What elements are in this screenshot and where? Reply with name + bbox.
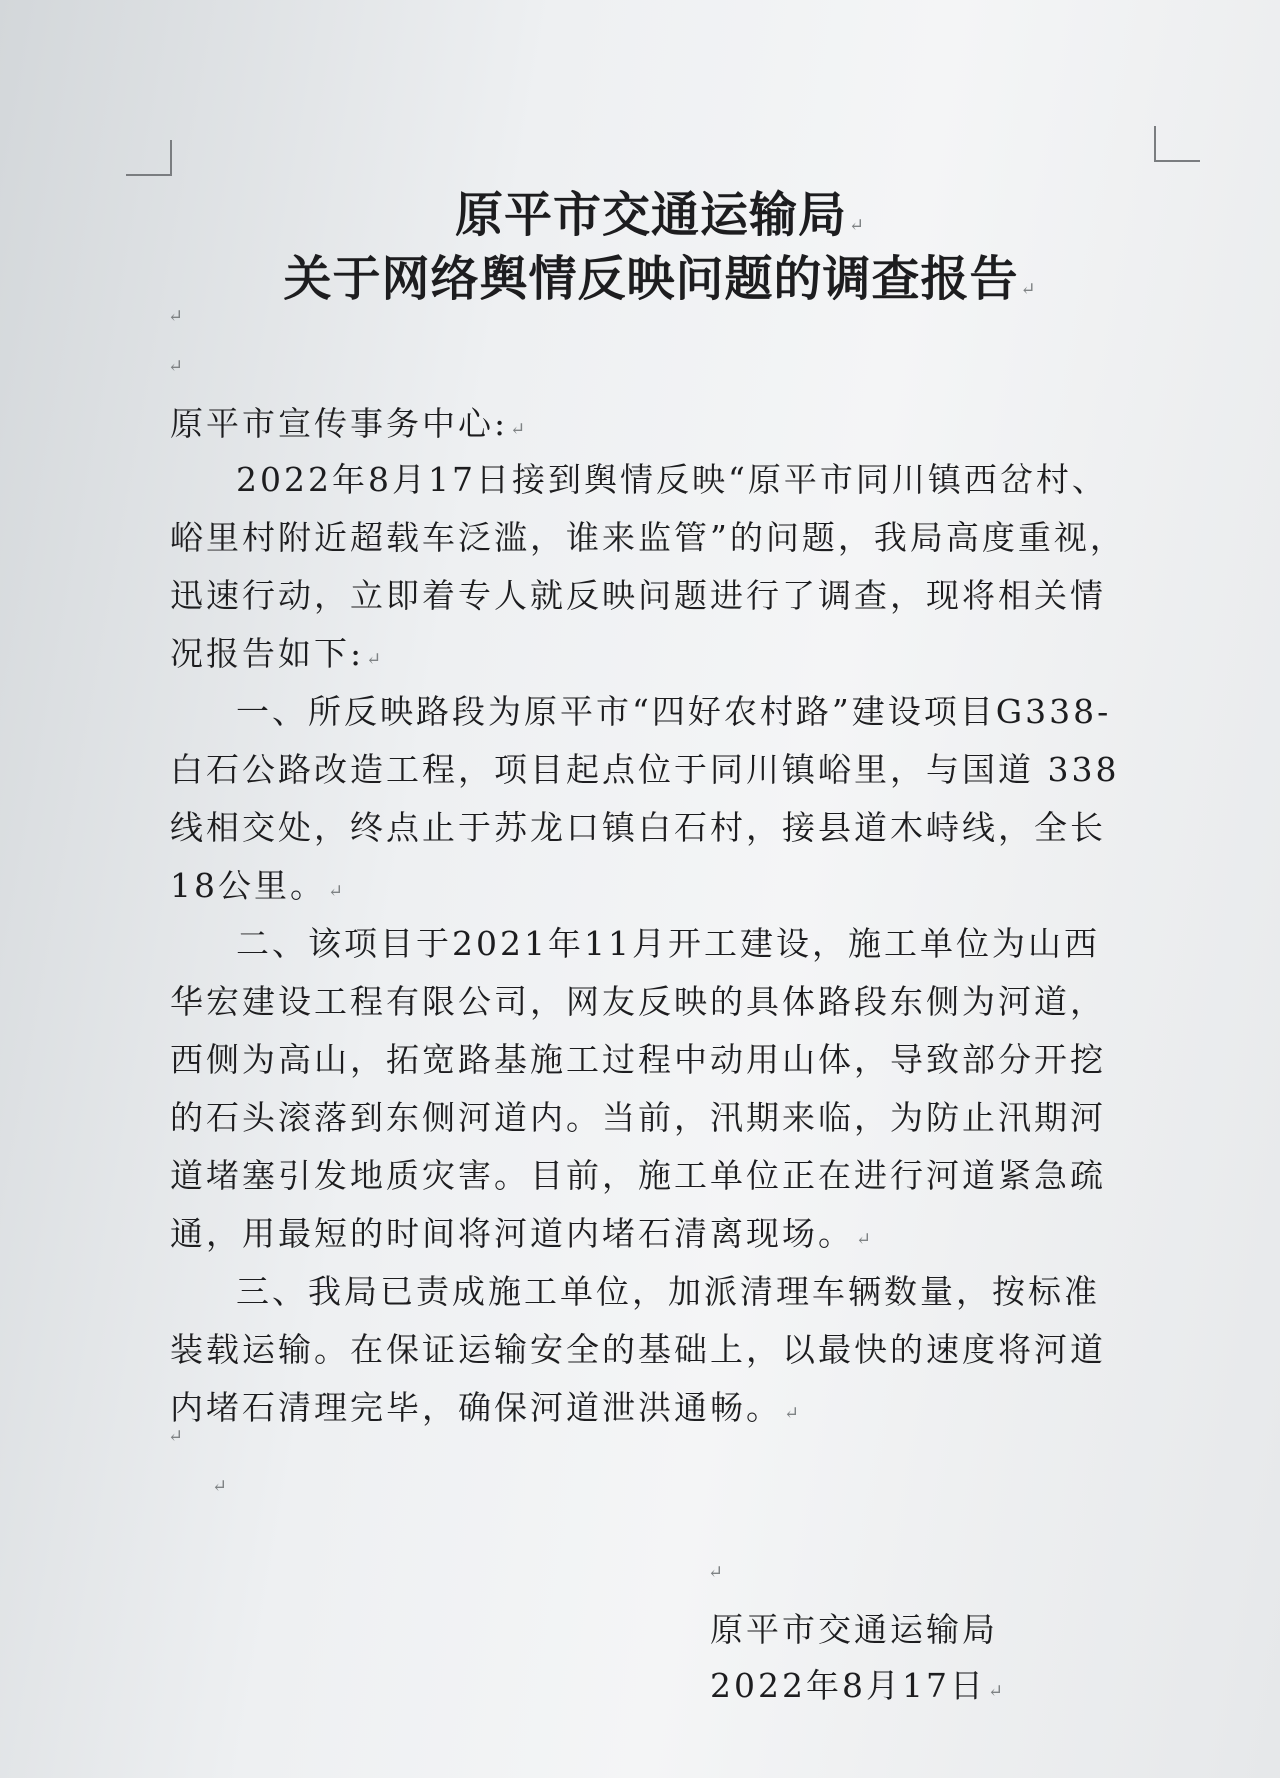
body-line: 的石头滚落到东侧河道内。当前，汛期来临，为防止汛期河	[170, 1098, 1106, 1137]
paragraph-mark-icon: ↵	[987, 1681, 1007, 1702]
paragraph-mark-icon: ↵	[848, 215, 866, 236]
body-line: 装载运输。在保证运输安全的基础上，以最快的速度将河道	[170, 1330, 1106, 1369]
body-line: 内堵石清理完毕，确保河道泄洪通畅。 ↵	[170, 1388, 803, 1427]
crop-mark-top-right	[1154, 126, 1200, 162]
addressee: 原平市宣传事务中心: ↵	[170, 404, 529, 443]
paragraph-mark-icon: ↵	[366, 649, 385, 670]
signature-organization: 原平市交通运输局	[710, 1610, 998, 1649]
paragraph-mark-icon: ↵	[168, 356, 184, 377]
body-line: 一、所反映路段为原平市“四好农村路”建设项目G338-	[236, 692, 1112, 731]
paragraph-mark-icon: ↵	[212, 1476, 228, 1497]
body-line: 迅速行动，立即着专人就反映问题进行了调查，现将相关情	[170, 576, 1106, 615]
body-line: 道堵塞引发地质灾害。目前，施工单位正在进行河道紧急疏	[170, 1156, 1106, 1195]
paragraph-mark-icon: ↵	[328, 881, 347, 902]
document-title-line2: 关于网络舆情反映问题的调查报告 ↵	[283, 251, 1037, 307]
body-line: 华宏建设工程有限公司，网友反映的具体路段东侧为河道，	[170, 982, 1106, 1021]
body-line: 线相交处，终点止于苏龙口镇白石村，接县道木峙线，全长	[170, 808, 1106, 847]
body-line: 况报告如下: ↵	[170, 634, 385, 673]
paragraph-mark-icon: ↵	[510, 419, 529, 440]
paragraph-mark-icon: ↵	[708, 1562, 724, 1583]
signature-date: 2022年8月17日 ↵	[710, 1666, 1007, 1705]
body-line: 二、该项目于2021年11月开工建设，施工单位为山西	[236, 924, 1100, 963]
body-line: 2022年8月17日接到舆情反映“原平市同川镇西岔村、	[236, 460, 1108, 499]
body-line: 峪里村附近超载车泛滥，谁来监管”的问题，我局高度重视，	[170, 518, 1126, 557]
paragraph-mark-icon: ↵	[784, 1403, 803, 1424]
paragraph-mark-icon: ↵	[168, 1426, 184, 1447]
body-line: 西侧为高山，拓宽路基施工过程中动用山体，导致部分开挖	[170, 1040, 1106, 1079]
document-title-line1: 原平市交通运输局 ↵	[454, 187, 866, 243]
paragraph-mark-icon: ↵	[856, 1229, 875, 1250]
body-line: 三、我局已责成施工单位，加派清理车辆数量，按标准	[236, 1272, 1100, 1311]
paragraph-mark-icon: ↵	[168, 306, 184, 327]
crop-mark-top-left	[126, 140, 172, 176]
paragraph-mark-icon: ↵	[1020, 279, 1037, 300]
body-line: 18公里。 ↵	[170, 866, 347, 905]
body-line: 通，用最短的时间将河道内堵石清离现场。 ↵	[170, 1214, 875, 1253]
body-line: 白石公路改造工程，项目起点位于同川镇峪里，与国道 338	[170, 750, 1120, 789]
